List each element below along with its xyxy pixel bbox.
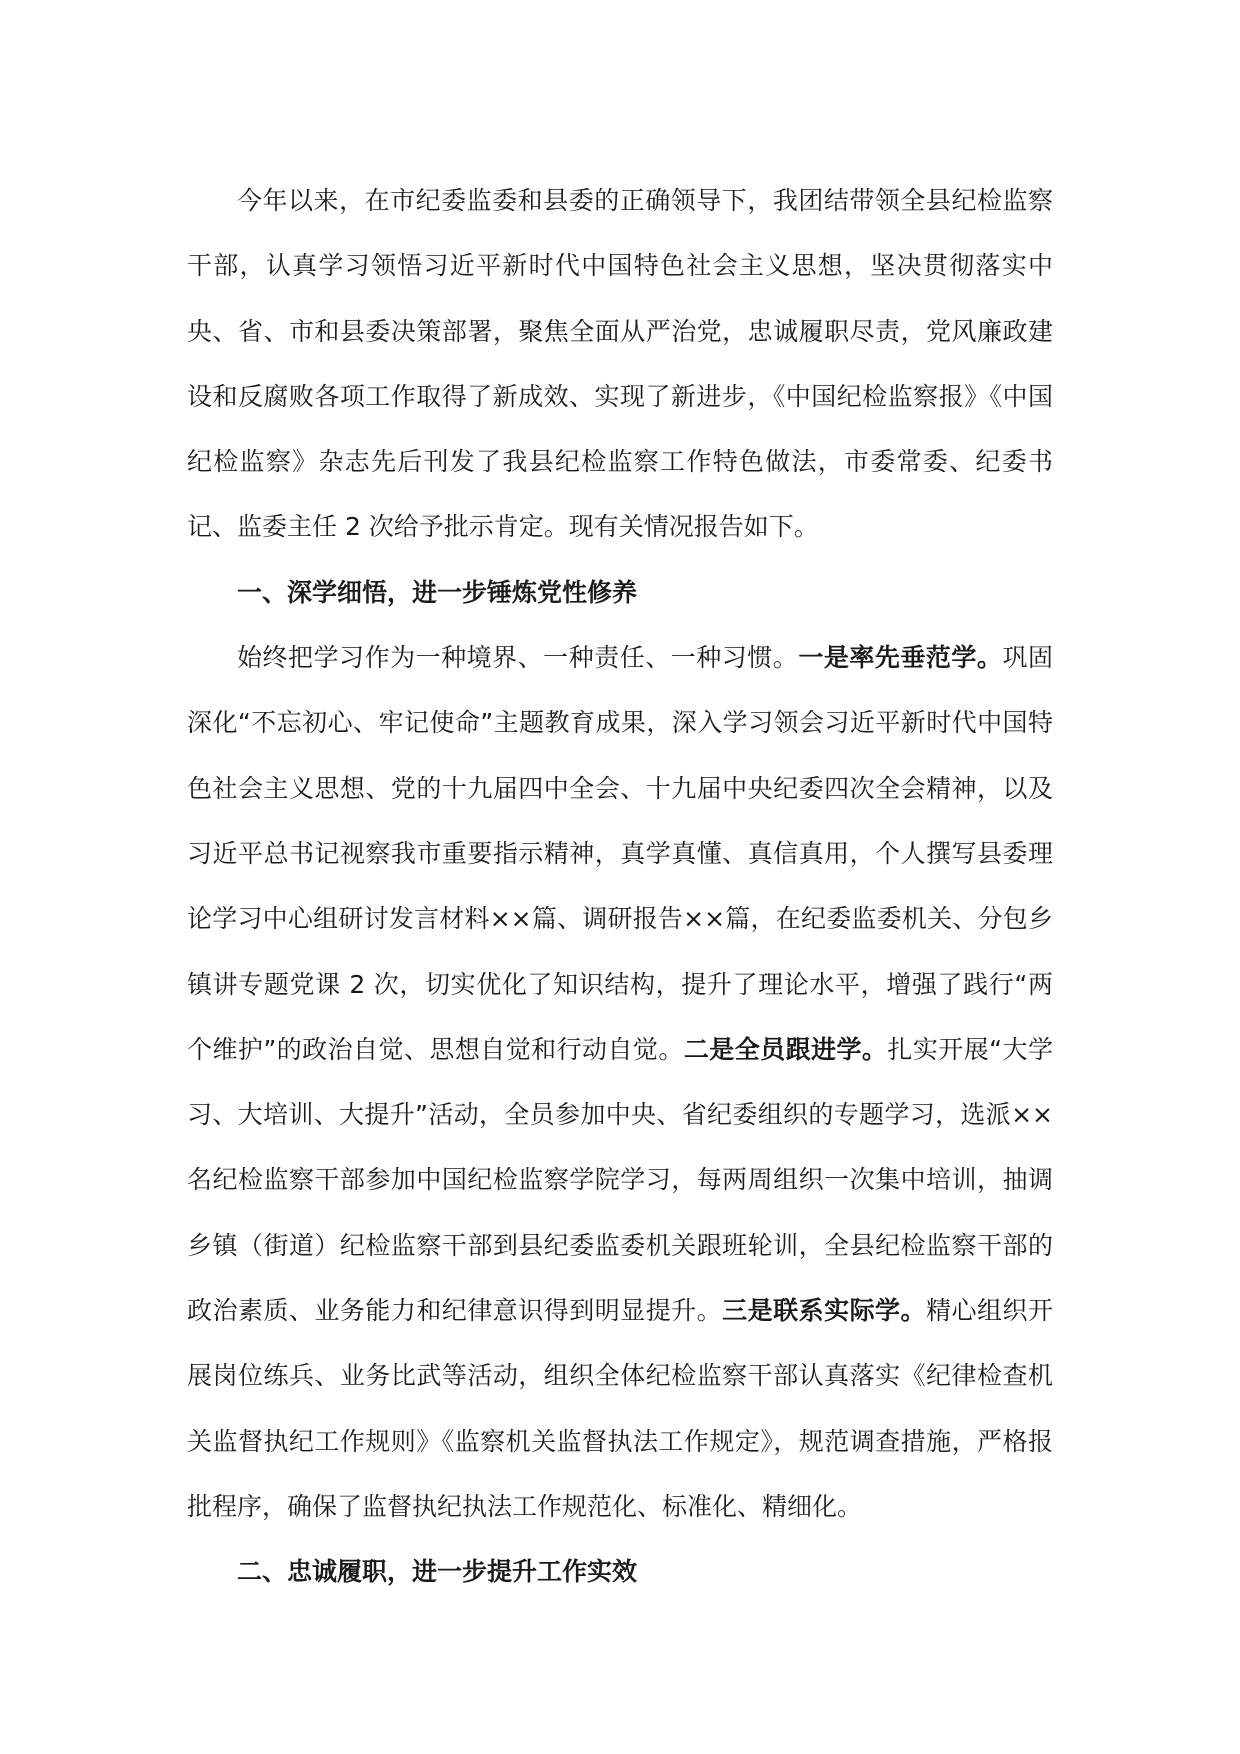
point-3-text: 精心组织开展岗位练兵、业务比武等活动，组织全体纪检监察干部认真落实《纪律检查机关监督执纪工作规则》《监察机关监督执法工作规定》，规范调查措施，严格报批程序，确保了监督执纪执法工作规范化、标准化、精细化。 bbox=[187, 1296, 1053, 1521]
document-body bbox=[187, 168, 1053, 1605]
point-1-lead: 一是率先垂范学。 bbox=[798, 643, 1003, 673]
point-3-lead: 三是联系实际学。 bbox=[722, 1296, 927, 1326]
section-1-opening: 始终把学习作为一种境界、一种责任、一种习惯。 bbox=[237, 643, 799, 673]
point-1-text: 巩固深化“不忘初心、牢记使命”主题教育成果，深入学习领会习近平新时代中国特色社会主义思想、党的十九届四中全会、十九届中央纪委四次全会精神，以及习近平总书记视察我市重要指示精神，真学真懂、真信真用，个人撰写县委理论学习中心组研讨发言材料××篇、调研报告××篇，在纪委监委机关、分包乡镇讲专题党课 2 次，切实优化了知识结构，提升了理论水平，增强了践行“两个维护”的政治自觉、思想自觉和行动自觉。 bbox=[187, 643, 1053, 1064]
section-2-heading: 二、忠诚履职，进一步提升工作实效 bbox=[237, 1557, 638, 1587]
section-1-heading: 一、深学细悟，进一步锤炼党性修养 bbox=[237, 577, 638, 607]
point-2-lead: 二是全员跟进学。 bbox=[683, 1034, 888, 1064]
intro-paragraph: 今年以来，在市纪委监委和县委的正确领导下，我团结带领全县纪检监察干部，认真学习领悟习近平新时代中国特色社会主义思想，坚决贯彻落实中央、省、市和县委决策部署，聚焦全面从严治党，忠诚履职尽责，党风廉政建设和反腐败各项工作取得了新成效、实现了新进步，《中国纪检监察报》《中国纪检监察》杂志先后刊发了我县纪检监察工作特色做法，市委常委、纪委书记、监委主任 2 次给予批示肯定。现有关情况报告如下。 bbox=[187, 186, 1053, 542]
section-1-paragraph bbox=[187, 625, 1053, 1539]
point-2-text: 扎实开展“大学习、大培训、大提升”活动，全员参加中央、省纪委组织的专题学习，选派××名纪检监察干部参加中国纪检监察学院学习，每两周组织一次集中培训，抽调乡镇（街道）纪检监察干部到县纪委监委机关跟班轮训，全县纪检监察干部的政治素质、业务能力和纪律意识得到明显提升。 bbox=[187, 1034, 1053, 1326]
